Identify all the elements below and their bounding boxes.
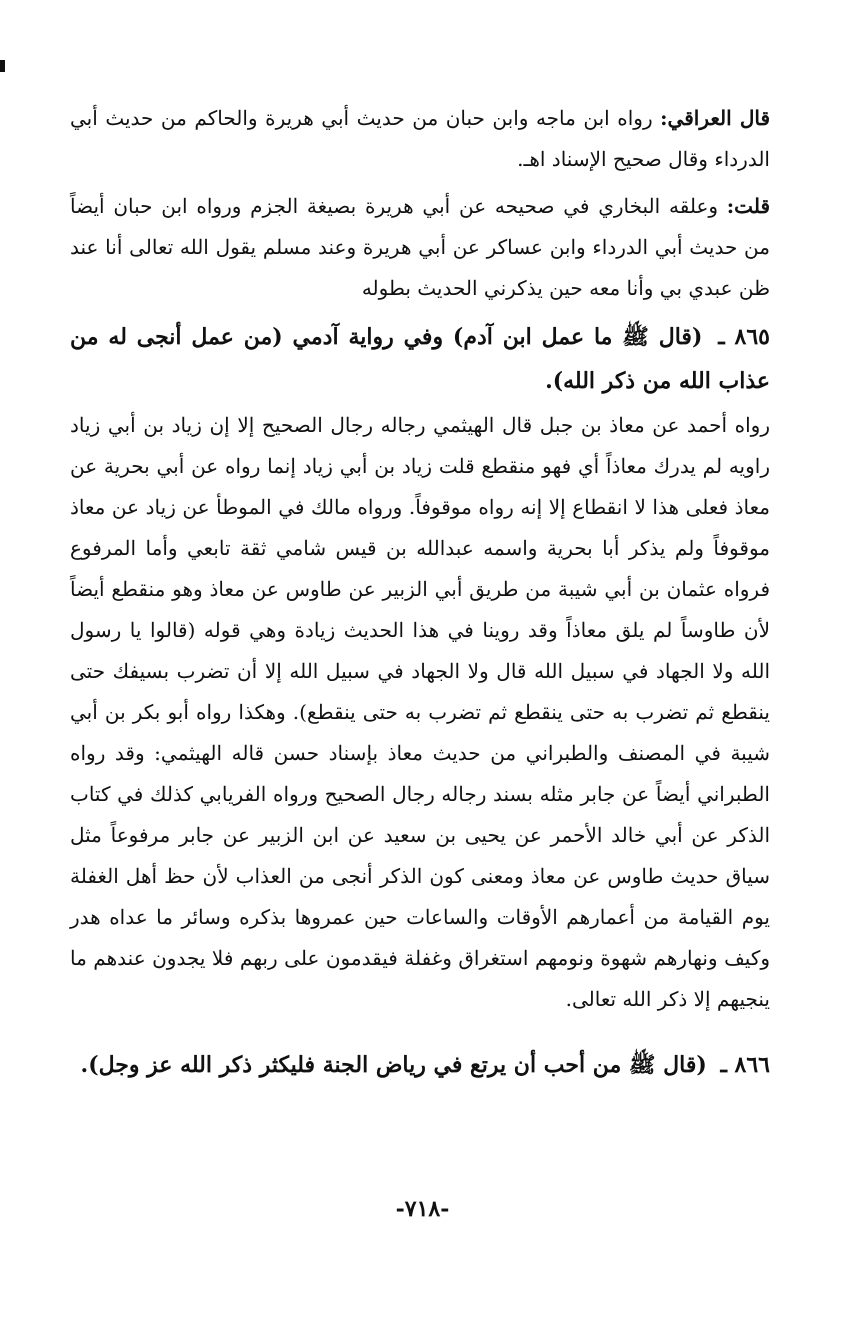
- qultu-paragraph: [70, 186, 770, 309]
- hadith-866-number: ٨٦٦ ـ: [720, 1052, 770, 1078]
- page-edge-mark: [0, 60, 5, 72]
- iraqi-text: رواه ابن ماجه وابن حبان من حديث أبي هريرة والحاكم من حديث أبي الدرداء وقال صحيح الإسناد اهـ.: [70, 106, 770, 171]
- hadith-866: [70, 1042, 770, 1088]
- hadith-865-number: ٨٦٥ ـ: [718, 324, 770, 350]
- commentary-865: رواه أحمد عن معاذ بن جبل قال الهيثمي رجاله رجال الصحيح إلا إن زياد بن أبي زياد راويه لم يدرك معاذاً أي فهو منقطع قلت زياد بن أبي زياد إنما رواه عن أبي بحرية عن معاذ فعلى هذا لا انقطاع إلا إنه رواه موقوفاً. ورواه مالك في الموطأ عن زياد عن معاذ موقوفاً ولم يذكر أبا بحرية واسمه عبدالله بن قيس شامي ثقة تابعي وأما المرفوع فرواه عثمان بن أبي شيبة من طريق أبي الزبير عن طاوس عن معاذ وهو منقطع أيضاً لأن طاوساً لم يلق معاذاً وقد روينا في هذا الحديث زيادة وهي قوله (قالوا يا رسول الله ولا الجهاد في سبيل الله قال ولا الجهاد في سبيل الله إلا أن تضرب بسيفك حتى ينقطع ثم تضرب به حتى ينقطع ثم تضرب به حتى ينقطع). وهكذا رواه أبو بكر بن أبي شيبة في المصنف والطبراني من حديث معاذ بإسناد حسن قاله الهيثمي: وقد رواه الطبراني أيضاً عن جابر مثله بسند رجاله رجال الصحيح ورواه الفريابي كذلك في كتاب الذكر عن أبي خالد الأحمر عن يحيى بن سعيد عن ابن الزبير عن جابر مرفوعاً مثل سياق حديث طاوس عن معاذ ومعنى كون الذكر أنجى من العذاب لأن حظ أهل الغفلة يوم القيامة من أعمارهم الأوقات والساعات حين عمروها بذكره وسائر ما عداه هدر وكيف ونهارهم شهوة ونومهم استغراق وغفلة فيقدمون على ربهم فلا يجدون عندهم ما ينجيهم إلا ذكر الله تعالى.: [70, 413, 770, 1011]
- iraqi-paragraph: [70, 98, 770, 180]
- qultu-label: قلت:: [726, 194, 770, 218]
- page-body: [70, 98, 770, 1110]
- qultu-text: وعلقه البخاري في صحيحه عن أبي هريرة بصيغة الجزم ورواه ابن حبان أيضاً من حديث أبي الدرداء وابن عساكر عن أبي هريرة وعند مسلم يقول الله تعالى أنا عند ظن عبدي بي وأنا معه حين يذكرني الحديث بطوله: [70, 194, 770, 300]
- iraqi-label: قال العراقي:: [660, 106, 771, 130]
- page-number: -٧١٨-: [395, 1196, 450, 1222]
- hadith-866-text: (قال ﷺ من أحب أن يرتع في رياض الجنة فليكثر ذكر الله عز وجل).: [80, 1052, 707, 1078]
- hadith-865: [70, 315, 770, 403]
- hadith-865-text: (قال ﷺ ما عمل ابن آدم) وفي رواية آدمي (من عمل أنجى له من عذاب الله من ذكر الله).: [70, 324, 770, 394]
